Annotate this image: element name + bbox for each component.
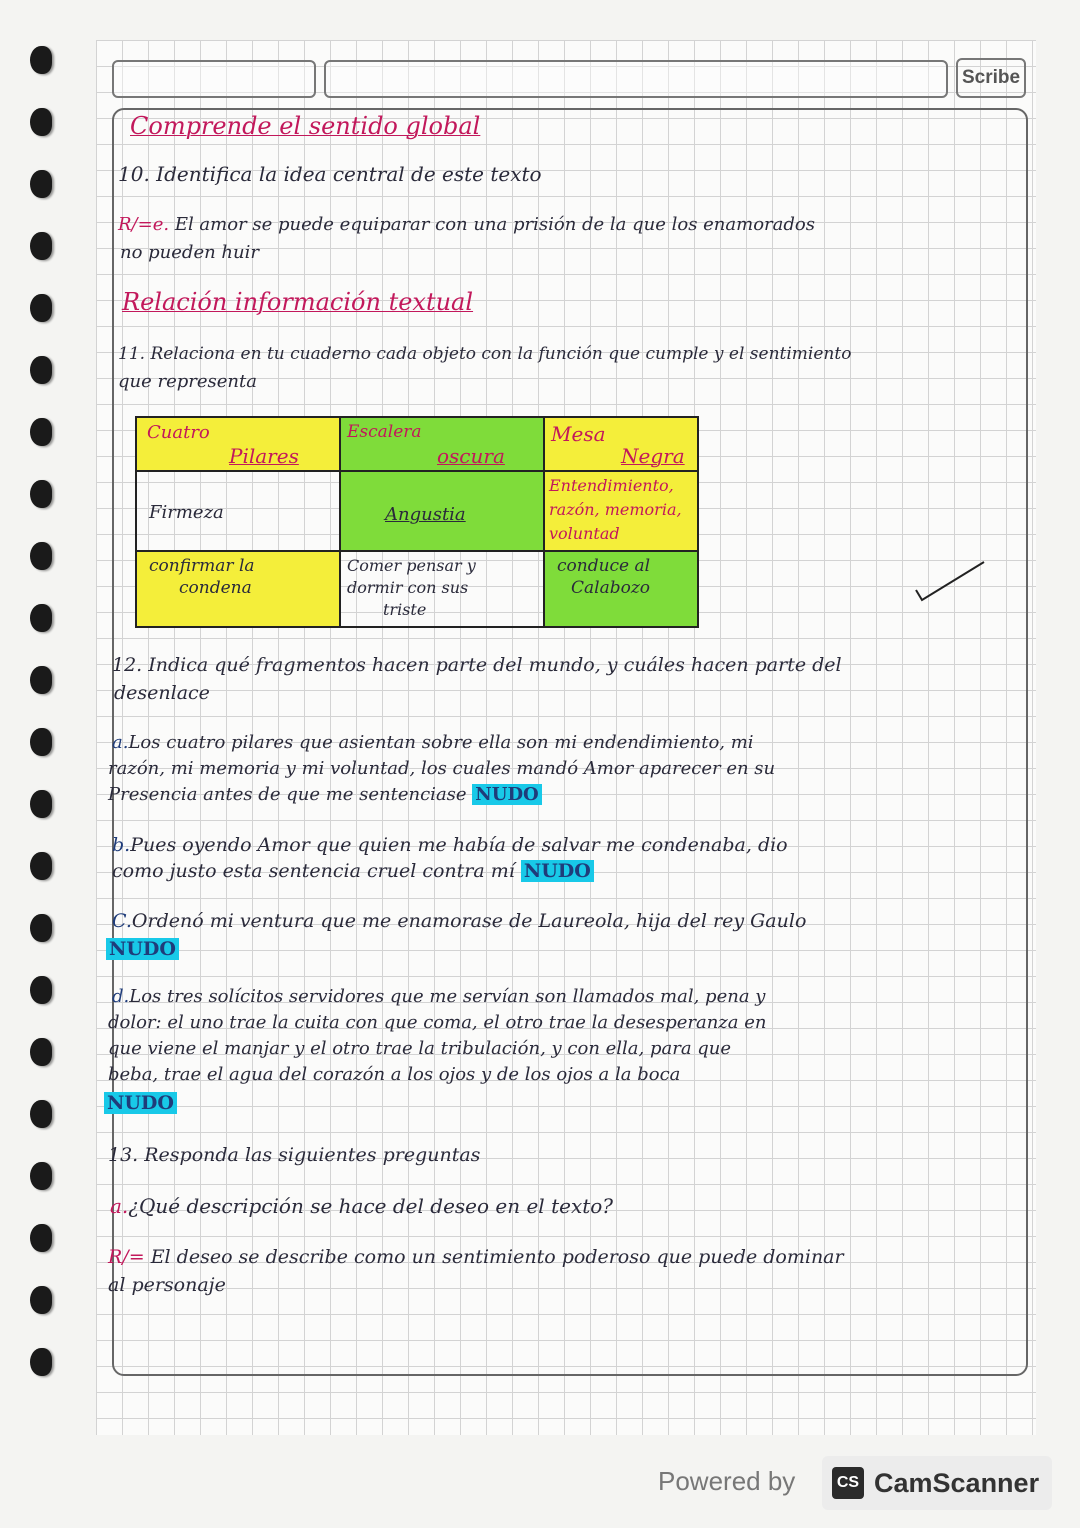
date-box <box>112 60 316 98</box>
brand-logo: Scribe <box>956 58 1026 98</box>
answer-13a-line2: al personaje <box>108 1274 226 1296</box>
section-title-global: Comprende el sentido global <box>130 112 481 140</box>
nudo-badge: NUDO <box>472 784 541 805</box>
question-12: 12. Indica qué fragmentos hacen parte del mundo, y cuáles hacen parte del <box>112 654 842 676</box>
answer-10 <box>118 214 815 235</box>
question-10: 10. Identifica la idea central de este texto <box>118 162 542 186</box>
answer-13a: R/= El deseo se describe como un sentimiento poderoso que puede dominar <box>108 1246 844 1268</box>
cell-angustia: Angustia <box>340 471 544 551</box>
nudo-badge: NUDO <box>104 1092 177 1114</box>
cell-escalera-oscura: Escalera oscura <box>340 417 544 471</box>
question-13a: a.¿Qué descripción se hace del deseo en el texto? <box>110 1194 614 1218</box>
camscanner-logo <box>822 1456 1052 1510</box>
cell-comer-pensar: Comer pensar y dormir con sus triste <box>340 551 544 627</box>
nudo-badge: NUDO <box>106 938 179 960</box>
answer-letter: e. <box>152 214 170 235</box>
camscanner-name: CamScanner <box>874 1467 1040 1498</box>
question-11-line2: que representa <box>118 371 257 392</box>
powered-by-text: Powered by <box>658 1466 796 1496</box>
question-12-line2: desenlace <box>114 682 210 704</box>
cs-badge-icon: CS <box>832 1467 864 1499</box>
cell-cuatro-pilares: Cuatro Pilares <box>136 417 340 471</box>
question-13: 13. Responda las siguientes preguntas <box>108 1144 481 1166</box>
answer-line: El amor se puede equiparar con una prisión de la que los enamorados <box>174 214 815 235</box>
nudo-badge: NUDO <box>521 860 594 882</box>
section-title-relation: Relación información textual <box>122 288 474 316</box>
cell-mesa-negra: Mesa Negra <box>544 417 698 471</box>
cell-calabozo: conduce al Calabozo <box>544 551 698 627</box>
question-11: 11. Relaciona en tu cuaderno cada objeto con la función que cumple y el sentimiento <box>118 344 852 364</box>
answer-10-line2: no pueden huir <box>120 242 259 263</box>
cell-firmeza: Firmeza <box>136 471 340 551</box>
answer-label: R/= <box>118 214 153 235</box>
title-box <box>324 60 948 98</box>
check-mark-icon <box>912 556 992 606</box>
relation-table <box>135 416 699 628</box>
cell-confirmar-condena: confirmar la condena <box>136 551 340 627</box>
cell-entendimiento: Entendimiento, razón, memoria, voluntad <box>544 471 698 551</box>
